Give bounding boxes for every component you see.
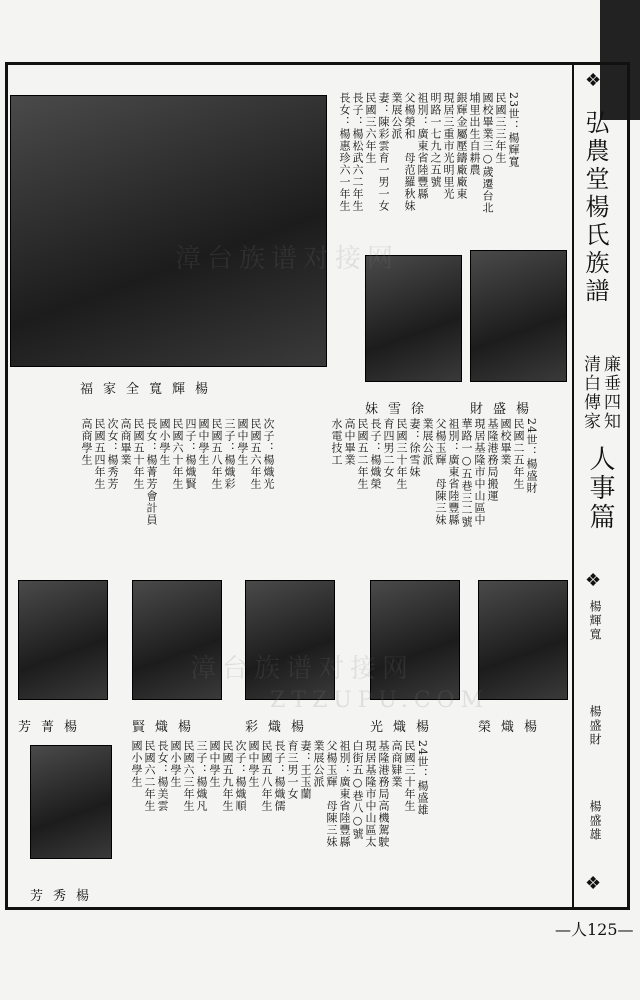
watermark: 漳台族谱对接网 xyxy=(190,654,415,684)
entry-shengcai xyxy=(330,418,538,578)
entry-line: 高商學生 xyxy=(80,418,93,466)
entry-line: 基隆港務局高機駕駛 xyxy=(377,740,390,848)
entry-line: 民國二五年生 xyxy=(512,418,525,490)
caption-zhixian: 楊熾賢 xyxy=(132,720,202,735)
entry-line: 民國五六年生 xyxy=(249,418,262,490)
caption-jingfang: 楊菁芳 xyxy=(18,720,88,735)
entry-line: 民國五二年生 xyxy=(356,418,369,490)
entry-line: 三子：楊熾彩 xyxy=(223,418,236,490)
entry-line: 國小學生 xyxy=(158,418,171,466)
entry-line: 白街五○巷八○號 xyxy=(351,740,364,840)
caption-zhirong: 楊熾榮 xyxy=(478,720,548,735)
caption-xiufang: 楊秀芳 xyxy=(30,889,100,904)
motto-left: 清白傳家 xyxy=(580,355,600,431)
section-title: 人事篇 xyxy=(585,445,615,532)
entry-line: 銀輝金屬壓鑄廠廠東 xyxy=(455,92,468,200)
diamond-ornament-icon: ❖ xyxy=(585,873,602,894)
entry-line: 國校畢業三○歲遷台北 xyxy=(481,92,494,214)
entry-line: 業展公派 xyxy=(421,418,434,466)
entry-line: 育四男二女 xyxy=(382,418,395,478)
entry-line: 民國五十年生 xyxy=(132,418,145,490)
entry-line: 父楊榮和 母范羅秋妹 xyxy=(403,92,416,212)
entry-line: 民國三十年生 xyxy=(403,740,416,812)
entry-line: 長女：楊美雲 xyxy=(156,740,169,812)
entry-line: 長女：楊惠珍六一年生 xyxy=(338,92,351,212)
entry-line: 現居基隆市中山區太 xyxy=(364,740,377,848)
entry-line: 23世：楊輝寬 xyxy=(507,92,520,168)
entry-line: 民國五九年生 xyxy=(221,740,234,812)
entry-line: 長子：楊熾儒 xyxy=(273,740,286,812)
entry-line: 高商肄業 xyxy=(390,740,403,788)
entry-line: 妻：陳彩雲育一男一女 xyxy=(377,92,390,212)
entry-line: 民國三三年生 xyxy=(494,92,507,164)
entry-line: 明路一七九之五號 xyxy=(429,92,442,188)
entry-line: 國中學生 xyxy=(247,740,260,788)
entry-line: 國小學生 xyxy=(169,740,182,788)
portrait-shengcai xyxy=(470,250,567,382)
portrait-xiufang xyxy=(30,745,112,859)
entry-line: 高中畢業 xyxy=(343,418,356,466)
entry-line: 妻：王玉蘭 xyxy=(299,740,312,800)
family-photo-caption: 楊輝寬全家福 xyxy=(80,382,219,397)
entry-line: 民國三十年生 xyxy=(395,418,408,490)
index-name-3: 楊盛雄 xyxy=(588,800,602,842)
entry-line: 國中學生 xyxy=(197,418,210,466)
entry-line: 三子：楊熾凡 xyxy=(195,740,208,812)
entry-line: 業展公派 xyxy=(312,740,325,788)
entry-line: 妻：徐雪妹 xyxy=(408,418,421,478)
entry-line: 國中學生 xyxy=(236,418,249,466)
caption-shengcai: 楊盛財 xyxy=(470,402,540,417)
entry-line: 基隆港務局搬運 xyxy=(486,418,499,502)
entry-line: 民國六二年生 xyxy=(143,740,156,812)
entry-line: 長女：楊菁芳會計員 xyxy=(145,418,158,526)
entry-line: 民國三六年生 xyxy=(364,92,377,164)
entry-shengxiong xyxy=(130,740,429,900)
entry-line: 次女：楊秀芳 xyxy=(106,418,119,490)
entry-line: 次子：楊熾順 xyxy=(234,740,247,812)
entry-line: 父楊玉輝 母陳三妹 xyxy=(325,740,338,848)
entry-line: 民國六十年生 xyxy=(171,418,184,490)
entry-line: 民國五八年生 xyxy=(210,418,223,490)
entry-line: 國小學生 xyxy=(130,740,143,788)
caption-zhiguang: 楊熾光 xyxy=(370,720,440,735)
entry-line: 24世：楊盛雄 xyxy=(416,740,429,816)
caption-zhicai: 楊熾彩 xyxy=(245,720,315,735)
entry-line: 業展公派 xyxy=(390,92,403,140)
entry-line: 四子：楊熾賢 xyxy=(184,418,197,490)
watermark-url: ZTZUPU.COM xyxy=(270,688,490,713)
portrait-jingfang xyxy=(18,580,108,700)
index-name-1: 楊輝寬 xyxy=(588,600,602,642)
entry-line: 24世：楊盛財 xyxy=(525,418,538,494)
entry-line: 祖別：廣東省陸豐縣 xyxy=(447,418,460,526)
page-number: —人125— xyxy=(555,920,634,939)
entry-line: 民國五八年生 xyxy=(260,740,273,812)
entry-line: 埔里出生自耕農 xyxy=(468,92,481,176)
watermark: 漳台族谱对接网 xyxy=(175,244,400,274)
diamond-ornament-icon: ❖ xyxy=(585,570,602,591)
entry-line: 祖別：廣東省陸豐縣 xyxy=(416,92,429,200)
portrait-zhirong xyxy=(478,580,568,700)
entry-line: 國校畢業 xyxy=(499,418,512,466)
entry-line: 現居基隆市中山區中 xyxy=(473,418,486,526)
caption-xuxuemei: 徐雪妹 xyxy=(365,402,435,417)
entry-line: 水電技工 xyxy=(330,418,343,466)
entry-line: 祖別：廣東省陸豐縣 xyxy=(338,740,351,848)
page-title: 弘農堂楊氏族譜 xyxy=(581,110,609,306)
entry-shengcai-children xyxy=(80,418,275,578)
entry-line: 高商畢業 xyxy=(119,418,132,466)
diamond-ornament-icon: ❖ xyxy=(585,70,602,91)
index-name-2: 楊盛財 xyxy=(588,705,602,747)
motto-right: 廉垂四知 xyxy=(600,355,620,431)
column-divider xyxy=(572,65,574,910)
entry-line: 長子：楊熾榮 xyxy=(369,418,382,490)
entry-line: 父楊玉輝 母陳三妹 xyxy=(434,418,447,526)
entry-line: 長子：楊松武六二年生 xyxy=(351,92,364,212)
entry-line: 民國五四年生 xyxy=(93,418,106,490)
entry-line: 現居三重市光明里光 xyxy=(442,92,455,200)
entry-line: 華路一○五巷三二號 xyxy=(460,418,473,528)
entry-line: 民國六三年生 xyxy=(182,740,195,812)
entry-line: 次子：楊熾光 xyxy=(262,418,275,490)
entry-line: 國中學生 xyxy=(208,740,221,788)
entry-line: 育三男一女 xyxy=(286,740,299,800)
family-photo xyxy=(10,95,327,367)
